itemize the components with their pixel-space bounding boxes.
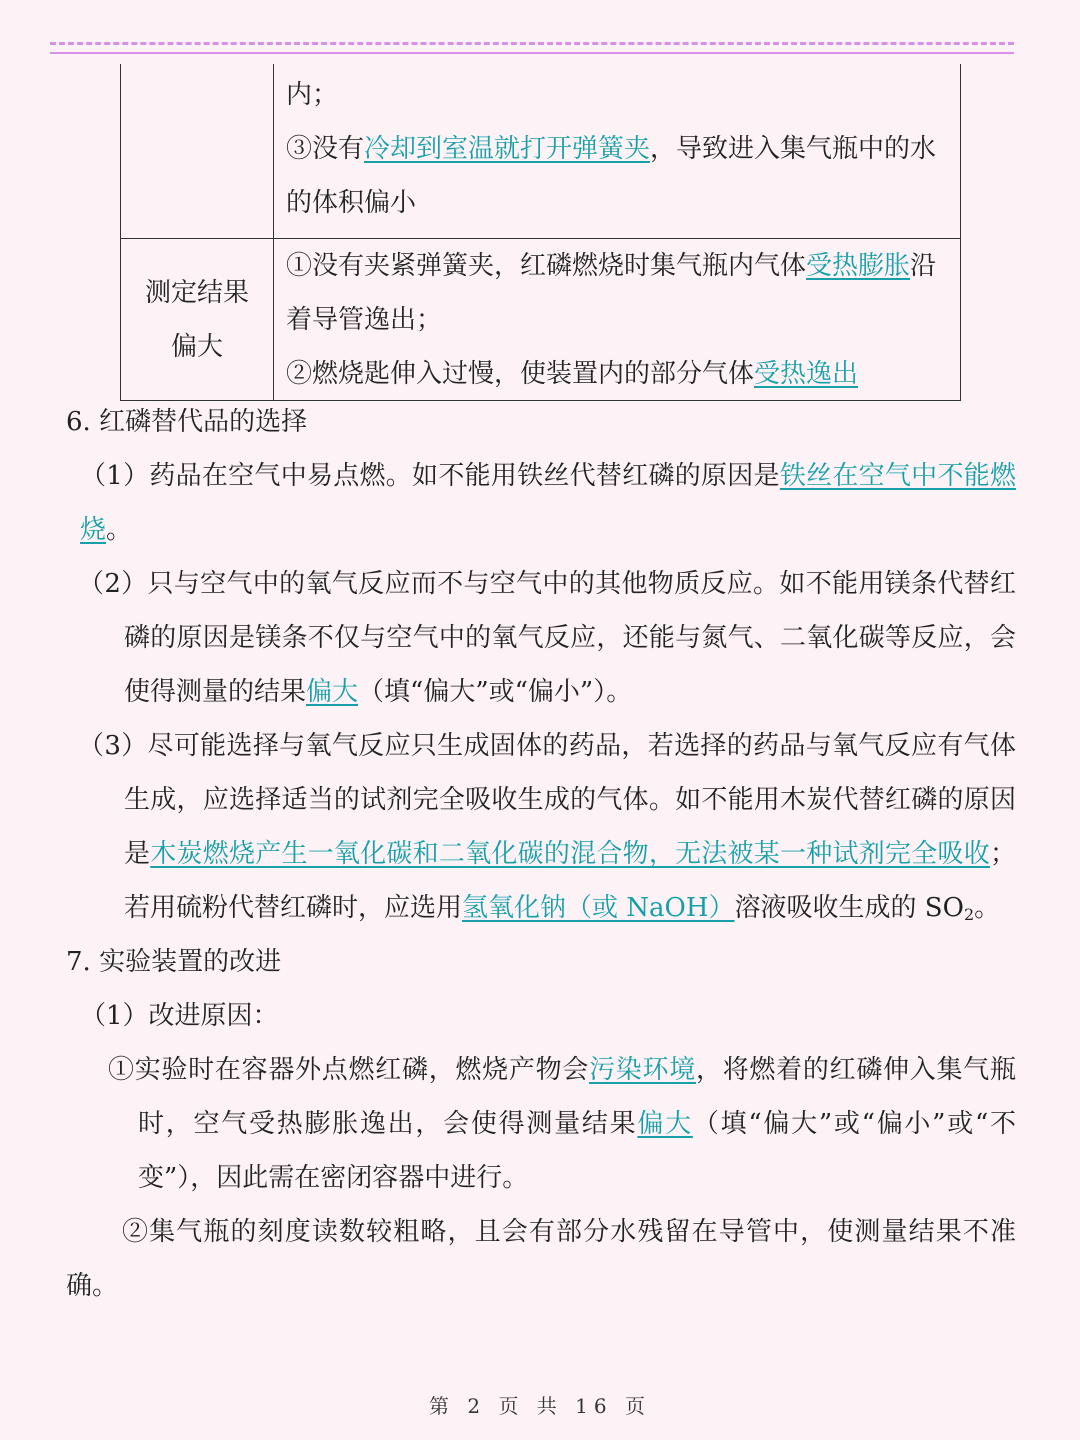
error-analysis-table xyxy=(120,64,961,401)
row2-text xyxy=(286,239,950,400)
section7-heading: 7. 实验装置的改进 xyxy=(66,947,282,977)
top-decorative-rule xyxy=(50,42,1014,56)
row2-header-line2: 偏大 xyxy=(170,331,223,362)
text-segment: 。 xyxy=(106,515,133,545)
text-segment: （1）药品在空气中易点燃。如不能用铁丝代替红磷的原因是 xyxy=(80,461,780,491)
section6-heading: 6. 红磷替代品的选择 xyxy=(66,407,308,437)
row2-header-line1: 测定结果 xyxy=(144,277,249,308)
text-segment: 。 xyxy=(974,893,1001,923)
text-segment: （3）尽可能选择与氧气反应只生成固体的药品，若选择的药品与氧气反应有气体生成，应选择适当的试剂完全吸收生成的气体。如不能用木炭代替红磷的原因是 xyxy=(78,731,1016,869)
answer-text: 污染环境 xyxy=(589,1055,696,1085)
table-row xyxy=(121,64,961,239)
section6-item3 xyxy=(66,719,1016,935)
text-segment: ，将燃着的红磷伸入集气瓶时，空气受热膨胀逸出，会使得测量结果 xyxy=(138,1055,1016,1139)
text-segment: ①实验时在容器外点燃红磷，燃烧产物会 xyxy=(108,1055,590,1085)
section6-item1 xyxy=(66,449,1016,557)
text-segment: （填“偏大”或“偏小”）。 xyxy=(358,677,633,707)
text-segment: ②燃烧匙伸入过慢，使装置内的部分气体 xyxy=(286,359,755,389)
page-footer: 第 2 页 共 16 页 xyxy=(429,1394,651,1418)
main-content xyxy=(66,395,1016,1313)
section6-item2 xyxy=(66,557,1016,719)
answer-text: 受热膨胀 xyxy=(806,251,911,281)
table-row xyxy=(121,239,961,401)
section7-item1-title: （1）改进原因： xyxy=(80,1001,279,1031)
text-segment: 内； xyxy=(286,80,339,110)
table-header-cell xyxy=(121,239,274,401)
row1-text xyxy=(286,64,950,238)
solid-rule xyxy=(50,52,1014,54)
answer-text: 氢氧化钠（或 NaOH） xyxy=(462,893,735,923)
text-segment: 沿着导管逸出； xyxy=(286,251,937,335)
section7-point2: ②集气瓶的刻度读数较粗略，且会有部分水残留在导管中，使测量结果不准确。 xyxy=(66,1217,1016,1301)
answer-text: 偏大 xyxy=(637,1109,693,1139)
table-header-cell-empty xyxy=(121,64,274,239)
answer-text: 铁丝在空气中不能燃烧 xyxy=(80,461,1016,545)
table-content-cell xyxy=(274,64,961,239)
text-segment: （2）只与空气中的氧气反应而不与空气中的其他物质反应。如不能用镁条代替红磷的原因是镁条不仅与空气中的氧气反应，还能与氮气、二氧化碳等反应，会使得测量的结果 xyxy=(78,569,1016,707)
answer-text: 受热逸出 xyxy=(754,359,859,389)
subscript: 2 xyxy=(963,905,975,924)
text-segment: ，导致进入集气瓶中的水的体积偏小 xyxy=(286,134,937,218)
text-segment: ①没有夹紧弹簧夹，红磷燃烧时集气瓶内气体 xyxy=(286,251,807,281)
text-segment: 溶液吸收生成的 SO xyxy=(734,893,964,923)
section7-point1 xyxy=(66,1043,1016,1205)
text-segment: ；若用硫粉代替红磷时，应选用 xyxy=(124,839,1016,923)
answer-text: 木炭燃烧产生一氧化碳和二氧化碳的混合物，无法被某一种试剂完全吸收 xyxy=(150,839,990,869)
answer-text: 冷却到室温就打开弹簧夹 xyxy=(364,134,651,164)
answer-text: 偏大 xyxy=(306,677,359,707)
text-segment: （填“偏大”或“偏小”或“不变”），因此需在密闭容器中进行。 xyxy=(138,1109,1016,1193)
text-segment: ③没有 xyxy=(286,134,365,164)
dashed-rule xyxy=(50,42,1014,45)
table-content-cell xyxy=(274,239,961,401)
